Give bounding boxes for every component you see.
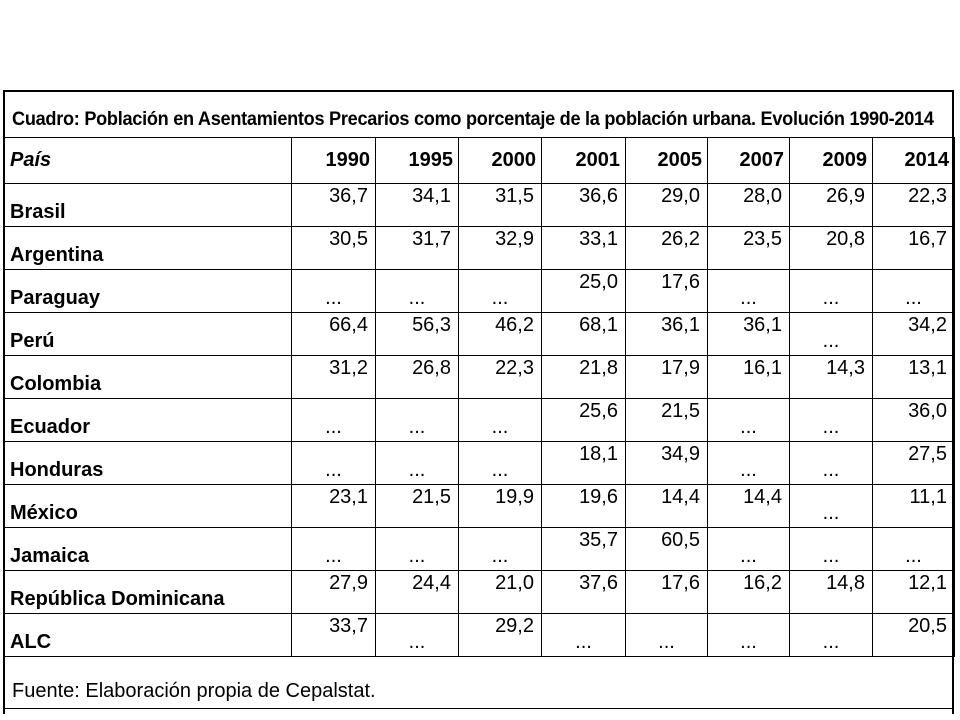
table-title: Cuadro: Población en Asentamientos Precarios como porcentaje de la población urbana. Evolución 1990-2014 — [12, 108, 934, 130]
value-cell: ... — [292, 442, 376, 485]
value-cell: 13,1 — [873, 356, 955, 399]
header-year: 2001 — [542, 138, 626, 184]
country-cell: República Dominicana — [4, 571, 292, 614]
country-cell: Ecuador — [4, 399, 292, 442]
value-cell: 25,6 — [542, 399, 626, 442]
table-row — [4, 485, 955, 528]
value-cell: 29,2 — [459, 614, 542, 657]
header-year: 2009 — [790, 138, 873, 184]
country-cell: Argentina — [4, 227, 292, 270]
table-row — [4, 313, 955, 356]
value-cell: 68,1 — [542, 313, 626, 356]
value-cell: 21,8 — [542, 356, 626, 399]
value-cell: 17,6 — [626, 571, 708, 614]
value-cell: 36,0 — [873, 399, 955, 442]
table-row — [4, 356, 955, 399]
value-cell: ... — [376, 528, 459, 571]
value-cell: 20,8 — [790, 227, 873, 270]
value-cell: ... — [790, 614, 873, 657]
value-cell: 16,7 — [873, 227, 955, 270]
value-cell: 25,0 — [542, 270, 626, 313]
header-year: 2007 — [708, 138, 790, 184]
value-cell: ... — [292, 270, 376, 313]
value-cell: 36,1 — [626, 313, 708, 356]
value-cell: 31,7 — [376, 227, 459, 270]
value-cell: 33,1 — [542, 227, 626, 270]
value-cell: 14,3 — [790, 356, 873, 399]
value-cell: ... — [708, 442, 790, 485]
value-cell: 26,2 — [626, 227, 708, 270]
value-cell: 21,0 — [459, 571, 542, 614]
value-cell: 36,1 — [708, 313, 790, 356]
value-cell: ... — [292, 528, 376, 571]
header-year: 1990 — [292, 138, 376, 184]
value-cell: 34,9 — [626, 442, 708, 485]
country-cell: ALC — [4, 614, 292, 657]
value-cell: 12,1 — [873, 571, 955, 614]
country-cell: Brasil — [4, 184, 292, 227]
value-cell: ... — [459, 399, 542, 442]
value-cell: ... — [708, 614, 790, 657]
country-cell: Paraguay — [4, 270, 292, 313]
value-cell: ... — [459, 270, 542, 313]
value-cell: ... — [708, 399, 790, 442]
country-cell: Jamaica — [4, 528, 292, 571]
value-cell: 35,7 — [542, 528, 626, 571]
value-cell: ... — [708, 528, 790, 571]
value-cell: 34,2 — [873, 313, 955, 356]
table-row — [4, 571, 955, 614]
value-cell: 14,8 — [790, 571, 873, 614]
table-row — [4, 399, 955, 442]
country-cell: Colombia — [4, 356, 292, 399]
value-cell: 16,1 — [708, 356, 790, 399]
header-year: 2000 — [459, 138, 542, 184]
header-country: País — [4, 138, 292, 184]
value-cell: 22,3 — [873, 184, 955, 227]
value-cell: ... — [459, 528, 542, 571]
value-cell: 27,9 — [292, 571, 376, 614]
country-cell: Perú — [4, 313, 292, 356]
data-table — [3, 137, 955, 657]
value-cell: 17,9 — [626, 356, 708, 399]
value-cell: 34,1 — [376, 184, 459, 227]
value-cell: 23,1 — [292, 485, 376, 528]
value-cell: 26,8 — [376, 356, 459, 399]
value-cell: 24,4 — [376, 571, 459, 614]
header-year: 1995 — [376, 138, 459, 184]
value-cell: ... — [790, 399, 873, 442]
value-cell: ... — [790, 485, 873, 528]
value-cell: 66,4 — [292, 313, 376, 356]
source-note: Fuente: Elaboración propia de Cepalstat. — [12, 680, 376, 702]
value-cell: 33,7 — [292, 614, 376, 657]
value-cell: ... — [459, 442, 542, 485]
value-cell: 27,5 — [873, 442, 955, 485]
value-cell: ... — [376, 399, 459, 442]
value-cell: ... — [376, 270, 459, 313]
value-cell: 19,9 — [459, 485, 542, 528]
value-cell: 23,5 — [708, 227, 790, 270]
value-cell: 46,2 — [459, 313, 542, 356]
value-cell: 22,3 — [459, 356, 542, 399]
table-row — [4, 270, 955, 313]
table-row — [4, 184, 955, 227]
value-cell: 36,7 — [292, 184, 376, 227]
value-cell: 21,5 — [376, 485, 459, 528]
table-row — [4, 614, 955, 657]
table-row — [4, 528, 955, 571]
value-cell: 18,1 — [542, 442, 626, 485]
value-cell: 19,6 — [542, 485, 626, 528]
bottom-divider — [3, 708, 954, 709]
value-cell: 31,5 — [459, 184, 542, 227]
value-cell: ... — [542, 614, 626, 657]
value-cell: ... — [790, 528, 873, 571]
value-cell: ... — [708, 270, 790, 313]
value-cell: 14,4 — [708, 485, 790, 528]
value-cell: ... — [626, 614, 708, 657]
value-cell: 30,5 — [292, 227, 376, 270]
value-cell: 60,5 — [626, 528, 708, 571]
value-cell: 26,9 — [790, 184, 873, 227]
value-cell: 17,6 — [626, 270, 708, 313]
value-cell: 14,4 — [626, 485, 708, 528]
value-cell: 16,2 — [708, 571, 790, 614]
value-cell: 28,0 — [708, 184, 790, 227]
value-cell: ... — [790, 313, 873, 356]
header-year: 2005 — [626, 138, 708, 184]
value-cell: 36,6 — [542, 184, 626, 227]
value-cell: 37,6 — [542, 571, 626, 614]
value-cell: 21,5 — [626, 399, 708, 442]
value-cell: 11,1 — [873, 485, 955, 528]
value-cell: ... — [873, 528, 955, 571]
table-row — [4, 442, 955, 485]
country-cell: México — [4, 485, 292, 528]
value-cell: 56,3 — [376, 313, 459, 356]
table-body — [4, 138, 955, 657]
value-cell: ... — [873, 270, 955, 313]
value-cell: 20,5 — [873, 614, 955, 657]
header-row — [4, 138, 955, 184]
table-row — [4, 227, 955, 270]
value-cell: ... — [376, 442, 459, 485]
value-cell: ... — [376, 614, 459, 657]
value-cell: 31,2 — [292, 356, 376, 399]
value-cell: ... — [292, 399, 376, 442]
header-year: 2014 — [873, 138, 955, 184]
country-cell: Honduras — [4, 442, 292, 485]
value-cell: ... — [790, 442, 873, 485]
value-cell: 32,9 — [459, 227, 542, 270]
value-cell: 29,0 — [626, 184, 708, 227]
value-cell: ... — [790, 270, 873, 313]
